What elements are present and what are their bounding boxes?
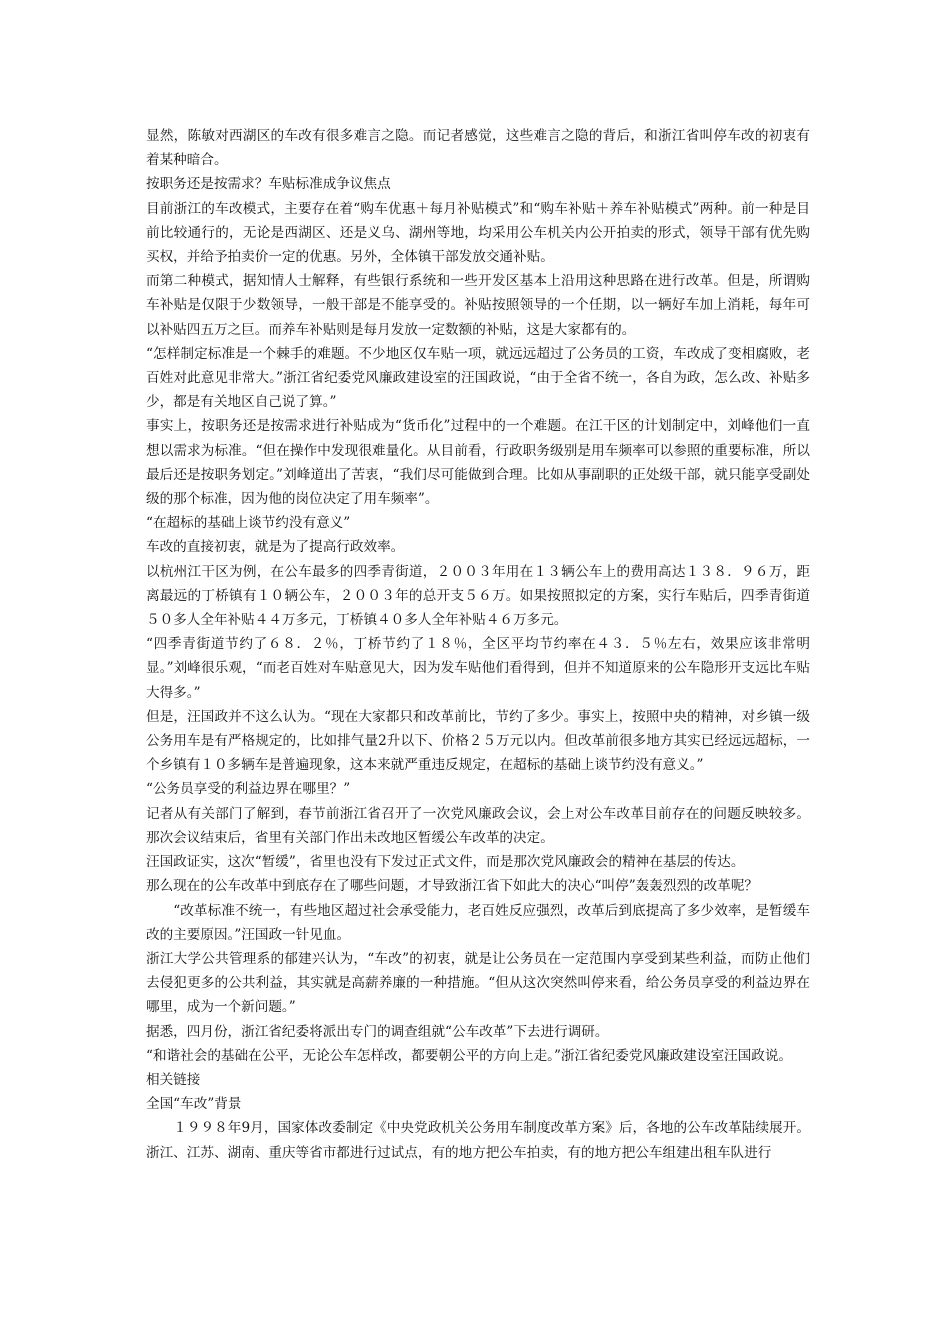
paragraph: “四季青街道节约了６８．２％，丁桥节约了１８％，全区平均节约率在４３．５％左右，效果应该非常明显。”刘峰很乐观，“而老百姓对车贴意见大，因为发车贴他们看得到，但并不知道原来的公车隐形开支远比车贴大得多。” [146,636,810,701]
paragraph: “怎样制定标准是一个棘手的难题。不少地区仅车贴一项，就远远超过了公务员的工资，车改成了变相腐败，老百姓对此意见非常大。”浙江省纪委党风廉政建设室的汪国政说，“由于全省不统一，各自为政，怎么改、补贴多少，都是有关地区自己说了算。” [146,345,810,411]
paragraph: 全国“车改”背景 [146,1096,242,1113]
paragraph: 浙江大学公共管理系的郁建兴认为，“车改”的初衷，就是让公务员在一定范围内享受到某些利益，而防止他们去侵犯更多的公共利益，其实就是高薪养廉的一种措施。“但从这次突然叫停来看，给公务员享受的利益边界在哪里，成为一个新问题。” [146,950,810,1016]
paragraph: “改革标准不统一，有些地区超过社会承受能力，老百姓反应强烈，改革后到底提高了多少效率，是暂缓车改的主要原因。”汪国政一针见血。 [146,902,810,943]
paragraph: 相关链接 [146,1071,201,1088]
paragraph: 按职务还是按需求？车贴标准成争议焦点 [146,176,391,193]
paragraph: “在超标的基础上谈节约没有意义” [146,515,351,532]
paragraph: 而第二种模式，据知情人士解释，有些银行系统和一些开发区基本上沿用这种思路在进行改革。但是，所谓购车补贴是仅限于少数领导，一般干部是不能享受的。补贴按照领导的一个任期，以一辆好车加上消耗，每年可以补贴四五万之巨。而养车补贴则是每月发放一定数额的补贴，这是大家都有的。 [146,273,810,338]
paragraph: 事实上，按职务还是按需求进行补贴成为“货币化”过程中的一个难题。在江干区的计划制定中，刘峰他们一直想以需求为标准。“但在操作中发现很难量化。从目前看，行政职务级别是用车频率可以参照的重要标准，所以最后还是按职务划定。”刘峰道出了苦衷，“我们尽可能做到合理。比如从事副职的正处级干部，就只能享受副处级的那个标准，因为他的岗位决定了用车频率”。 [146,418,810,508]
paragraph: 车改的直接初衷，就是为了提高行政效率。 [146,539,405,556]
paragraph: “公务员享受的利益边界在哪里？” [146,781,351,798]
paragraph: 显然，陈敏对西湖区的车改有很多难言之隐。而记者感觉，这些难言之隐的背后，和浙江省叫停车改的初衷有着某种暗合。 [146,128,810,169]
paragraph: 目前浙江的车改模式，主要存在着“购车优惠＋每月补贴模式”和“购车补贴＋养车补贴模式”两种。前一种是目前比较通行的，无论是西湖区、还是义乌、湖州等地，均采用公车机关内公开拍卖的形式，领导干部有优先购买权，并给予拍卖价一定的优惠。另外，全体镇干部发放交通补贴。 [146,200,810,266]
paragraph: 汪国政证实，这次“暂缓”，省里也没有下发过正式文件，而是那次党风廉政会的精神在基层的传达。 [146,854,745,871]
paragraph: 据悉，四月份，浙江省纪委将派出专门的调查组就“公车改革”下去进行调研。 [146,1023,609,1040]
paragraph: １９９８年9月，国家体改委制定《中央党政机关公务用车制度改革方案》后，各地的公车改革陆续展开。浙江、江苏、湖南、重庆等省市都进行过试点，有的地方把公车拍卖，有的地方把公车组建出租车队进行 [146,1120,810,1161]
paragraph: 那么现在的公车改革中到底存在了哪些问题，才导致浙江省下如此大的决心“叫停”轰轰烈烈的改革呢？ [146,878,759,895]
paragraph: 但是，汪国政并不这么认为。“现在大家都只和改革前比，节约了多少。事实上，按照中央的精神，对乡镇一级公务用车是有严格规定的，比如排气量2升以下、价格２５万元以内。但改革前很多地方其实已经远远超标，一个乡镇有１０多辆车是普遍现象，这本来就严重违反规定，在超标的基础上谈节约没有意义。” [146,708,810,774]
paragraph: 以杭州江干区为例，在公车最多的四季青街道，２００３年用在１３辆公车上的费用高达１３８．９６万，距离最远的丁桥镇有１０辆公车，２００３年的总开支５６万。如果按照拟定的方案，实行车贴后，四季青街道５０多人全年补贴４４万多元，丁桥镇４０多人全年补贴４６万多元。 [146,563,810,629]
paragraph: 记者从有关部门了解到，春节前浙江省召开了一次党风廉政会议，会上对公车改革目前存在的问题反映较多。那次会议结束后，省里有关部门作出未改地区暂缓公车改革的决定。 [146,805,810,846]
document-body [146,124,810,1165]
paragraph: “和谐社会的基础在公平，无论公车怎样改，都要朝公平的方向上走。”浙江省纪委党风廉政建设室汪国政说。 [146,1047,793,1064]
